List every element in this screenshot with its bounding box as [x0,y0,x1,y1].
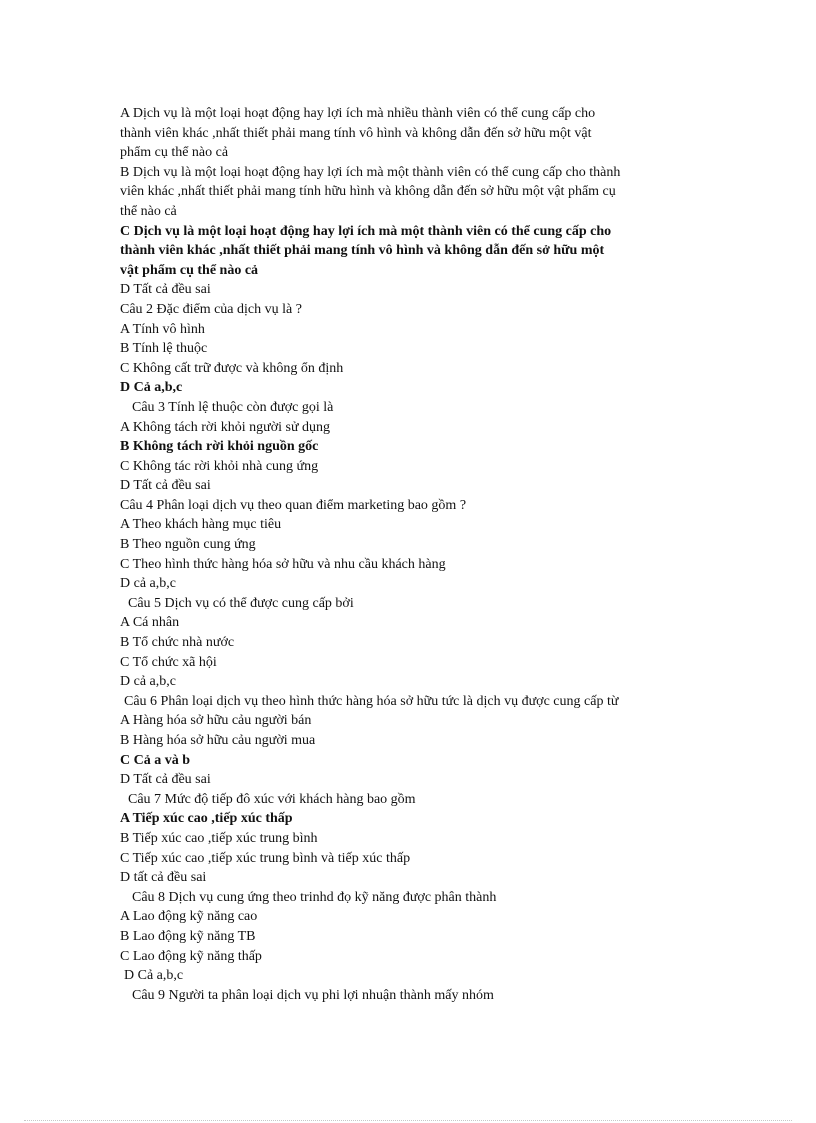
document-line: C Theo hình thức hàng hóa sở hữu và nhu cầu khách hàng [120,556,446,572]
document-body [120,104,700,1005]
document-line: B Hàng hóa sở hữu cảu người mua [120,733,316,748]
document-line: Câu 2 Đặc điểm của dịch vụ là ? [120,301,302,317]
document-line: A Theo khách hàng mục tiêu [120,517,282,533]
document-line: phẩm cụ thể nào cả [120,145,229,161]
document-line: vật phẩm cụ thể nào cả [120,262,259,278]
document-line: A Không tách rời khỏi người sử dụng [120,419,331,435]
document-line: viên khác ,nhất thiết phải mang tính hữu hình và không dẫn đến sở hữu một vật phẩm cụ [120,184,616,200]
document-line: Câu 6 Phân loại dịch vụ theo hình thức hàng hóa sở hữu tức là dịch vụ được cung cấp từ [124,693,619,709]
document-line: C Tiếp xúc cao ,tiếp xúc trung bình và tiếp xúc thấp [120,850,411,866]
document-line: B Tổ chức nhà nước [120,635,235,651]
document-line: A Hàng hóa sở hữu cảu người bán [120,713,312,729]
document-line: D cả a,b,c [120,674,176,690]
document-line: C Lao động kỹ năng thấp [120,948,262,964]
document-line: B Tính lệ thuộc [120,341,208,357]
document-line: D tất cả đều sai [120,870,207,886]
document-line: C Dịch vụ là một loại hoạt động hay lợi ích mà một thành viên có thể cung cấp cho [120,223,612,239]
document-line: B Theo nguồn cung ứng [120,537,256,553]
document-line: A Cá nhân [120,615,180,631]
document-line: Câu 9 Người ta phân loại dịch vụ phi lợi nhuận thành mấy nhóm [132,987,494,1003]
document-line: C Không tác rời khỏi nhà cung ứng [120,458,319,474]
document-line: Câu 3 Tính lệ thuộc còn được gọi là [132,399,334,415]
document-line: thành viên khác ,nhất thiết phải mang tính vô hình và không dẫn đến sở hữu một vật [120,125,592,141]
document-line: D Tất cả đều sai [120,478,211,494]
document-line: D Tất cả đều sai [120,772,211,788]
page-bottom-rule [24,1120,792,1121]
document-line: A Lao động kỹ năng cao [120,909,258,925]
document-line: B Không tách rời khỏi nguồn gốc [120,439,319,455]
document-line: B Lao động kỹ năng TB [120,928,256,944]
document-line: D Tất cả đều sai [120,282,211,298]
document-line: D Cả a,b,c [120,380,183,396]
document-line: C Cả a và b [120,752,191,768]
document-line: C Tổ chức xã hội [120,654,217,670]
document-line: Câu 5 Dịch vụ có thể được cung cấp bởi [128,595,354,611]
document-line: Câu 4 Phân loại dịch vụ theo quan điểm marketing bao gồm ? [120,497,467,513]
document-line: Câu 8 Dịch vụ cung ứng theo trinhd đọ kỹ năng được phân thành [132,889,497,905]
document-line: Câu 7 Mức độ tiếp đô xúc với khách hàng bao gồm [128,791,416,807]
document-line: B Dịch vụ là một loại hoạt động hay lợi ích mà một thành viên có thể cung cấp cho thành [120,164,621,180]
document-line: A Tiếp xúc cao ,tiếp xúc thấp [120,811,293,827]
document-line: B Tiếp xúc cao ,tiếp xúc trung bình [120,830,318,846]
document-line: D Cả a,b,c [124,968,184,984]
document-line: C Không cất trữ được và không ổn định [120,360,344,376]
document-line: A Dịch vụ là một loại hoạt động hay lợi ích mà nhiều thành viên có thể cung cấp cho [120,106,596,121]
document-line: thể nào cả [120,203,177,219]
document-line: thành viên khác ,nhất thiết phải mang tính vô hình và không dẫn đến sở hữu một [120,243,605,259]
document-line: D cả a,b,c [120,576,176,592]
document-line: A Tính vô hình [120,321,205,337]
